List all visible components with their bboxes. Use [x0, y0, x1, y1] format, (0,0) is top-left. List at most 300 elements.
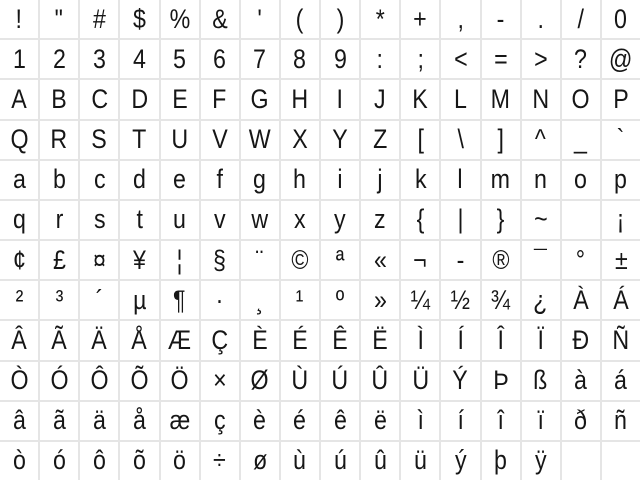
glyph-char: Ñ: [612, 324, 630, 355]
glyph-cell[interactable]: [201, 241, 239, 279]
glyph-char: +: [413, 3, 428, 34]
glyph-cell[interactable]: [40, 121, 78, 159]
glyph-char: k: [414, 164, 427, 195]
glyph-cell[interactable]: [120, 402, 158, 440]
glyph-cell[interactable]: [522, 402, 560, 440]
glyph-cell[interactable]: [602, 0, 640, 38]
glyph-char: r: [55, 204, 64, 235]
glyph-cell[interactable]: [522, 80, 560, 118]
glyph-char: n: [534, 164, 548, 195]
glyph-cell[interactable]: [482, 321, 520, 359]
glyph-cell[interactable]: [201, 281, 239, 319]
glyph-cell[interactable]: [562, 321, 600, 359]
glyph-char: ý: [454, 445, 467, 476]
glyph-cell[interactable]: [401, 402, 439, 440]
glyph-cell[interactable]: [441, 362, 479, 400]
glyph-cell[interactable]: [321, 80, 359, 118]
glyph-char: é: [293, 405, 307, 436]
glyph-cell[interactable]: [201, 121, 239, 159]
glyph-cell[interactable]: [120, 121, 158, 159]
glyph-cell[interactable]: [120, 161, 158, 199]
glyph-cell[interactable]: [361, 402, 399, 440]
glyph-cell[interactable]: [321, 161, 359, 199]
glyph-cell[interactable]: [562, 362, 600, 400]
glyph-char: ø: [252, 445, 267, 476]
glyph-char: ×: [212, 365, 227, 396]
glyph-cell[interactable]: [441, 161, 479, 199]
glyph-cell[interactable]: [241, 201, 279, 239]
glyph-char: I: [336, 83, 344, 114]
glyph-char: K: [412, 83, 429, 114]
glyph-char: ±: [614, 244, 628, 275]
glyph-char: d: [132, 164, 146, 195]
glyph-cell[interactable]: [281, 402, 319, 440]
glyph-char: Ð: [572, 324, 590, 355]
glyph-char: ~: [533, 204, 548, 235]
glyph-char: [: [417, 124, 424, 155]
glyph-cell[interactable]: [161, 40, 199, 78]
glyph-char: w: [251, 204, 269, 235]
glyph-cell[interactable]: [482, 161, 520, 199]
glyph-char: b: [52, 164, 66, 195]
glyph-cell[interactable]: [361, 241, 399, 279]
glyph-char: ¶: [173, 284, 186, 315]
glyph-cell[interactable]: [0, 321, 38, 359]
glyph-cell[interactable]: [161, 0, 199, 38]
glyph-cell[interactable]: [401, 201, 439, 239]
glyph-cell[interactable]: [602, 241, 640, 279]
glyph-cell[interactable]: [281, 362, 319, 400]
glyph-cell[interactable]: [120, 0, 158, 38]
glyph-char: Ä: [91, 324, 108, 355]
glyph-cell[interactable]: [401, 362, 439, 400]
glyph-cell[interactable]: [120, 80, 158, 118]
glyph-cell[interactable]: [0, 40, 38, 78]
glyph-char: v: [213, 204, 226, 235]
glyph-cell[interactable]: [241, 281, 279, 319]
glyph-cell[interactable]: [161, 161, 199, 199]
glyph-char: Ù: [291, 365, 309, 396]
glyph-cell[interactable]: [120, 442, 158, 480]
glyph-cell[interactable]: [40, 321, 78, 359]
glyph-cell[interactable]: [441, 321, 479, 359]
glyph-cell[interactable]: [361, 442, 399, 480]
glyph-cell[interactable]: [401, 0, 439, 38]
glyph-cell[interactable]: [120, 241, 158, 279]
glyph-cell[interactable]: [161, 201, 199, 239]
glyph-cell[interactable]: [201, 321, 239, 359]
glyph-cell[interactable]: [441, 402, 479, 440]
glyph-cell[interactable]: [602, 80, 640, 118]
glyph-char: ö: [173, 445, 187, 476]
glyph-cell[interactable]: [401, 121, 439, 159]
glyph-char: ê: [333, 405, 347, 436]
glyph-char: ª: [335, 244, 345, 275]
glyph-cell[interactable]: [482, 201, 520, 239]
glyph-cell[interactable]: [281, 201, 319, 239]
glyph-cell[interactable]: [120, 321, 158, 359]
glyph-cell[interactable]: [0, 442, 38, 480]
glyph-cell[interactable]: [441, 40, 479, 78]
glyph-cell[interactable]: [321, 0, 359, 38]
glyph-cell[interactable]: [401, 241, 439, 279]
glyph-cell[interactable]: [522, 241, 560, 279]
glyph-cell[interactable]: [40, 0, 78, 38]
glyph-cell[interactable]: [321, 362, 359, 400]
glyph-cell[interactable]: [522, 161, 560, 199]
glyph-cell[interactable]: [482, 402, 520, 440]
glyph-char: ,: [457, 3, 464, 34]
glyph-char: ¿: [533, 284, 548, 315]
glyph-cell[interactable]: [120, 362, 158, 400]
glyph-char: ï: [537, 405, 544, 436]
glyph-cell[interactable]: [602, 121, 640, 159]
glyph-cell[interactable]: [522, 121, 560, 159]
glyph-cell[interactable]: [0, 362, 38, 400]
glyph-cell[interactable]: [40, 80, 78, 118]
glyph-cell[interactable]: [80, 201, 118, 239]
glyph-cell[interactable]: [201, 161, 239, 199]
glyph-char: 2: [52, 43, 66, 74]
glyph-char: y: [334, 204, 346, 235]
glyph-cell[interactable]: [522, 0, 560, 38]
glyph-cell[interactable]: [161, 321, 199, 359]
glyph-cell[interactable]: [361, 362, 399, 400]
glyph-cell[interactable]: [281, 40, 319, 78]
glyph-cell[interactable]: [562, 80, 600, 118]
glyph-char: V: [211, 124, 228, 155]
glyph-char: ù: [293, 445, 307, 476]
glyph-cell[interactable]: [80, 241, 118, 279]
glyph-char: ò: [12, 445, 26, 476]
glyph-cell[interactable]: [401, 80, 439, 118]
glyph-char: *: [375, 3, 385, 34]
glyph-cell[interactable]: [562, 0, 600, 38]
glyph-cell[interactable]: [40, 201, 78, 239]
glyph-cell[interactable]: [441, 281, 479, 319]
glyph-char: î: [497, 405, 504, 436]
glyph-cell[interactable]: [482, 281, 520, 319]
glyph-cell[interactable]: [602, 201, 640, 239]
glyph-cell[interactable]: [401, 321, 439, 359]
glyph-char: P: [613, 83, 629, 114]
glyph-cell[interactable]: [321, 281, 359, 319]
glyph-cell[interactable]: [321, 201, 359, 239]
glyph-cell[interactable]: [361, 281, 399, 319]
glyph-char: a: [12, 164, 26, 195]
glyph-char: «: [373, 244, 387, 275]
glyph-cell[interactable]: [522, 442, 560, 480]
glyph-cell[interactable]: [241, 0, 279, 38]
glyph-cell[interactable]: [321, 241, 359, 279]
glyph-cell[interactable]: [361, 0, 399, 38]
glyph-cell[interactable]: [241, 442, 279, 480]
glyph-cell[interactable]: [602, 161, 640, 199]
glyph-char: Ô: [90, 365, 109, 396]
glyph-cell[interactable]: [281, 281, 319, 319]
glyph-char: Ú: [331, 365, 349, 396]
glyph-cell[interactable]: [80, 161, 118, 199]
glyph-cell[interactable]: [321, 321, 359, 359]
glyph-char: ô: [92, 445, 106, 476]
glyph-char: Ï: [537, 324, 544, 355]
glyph-cell[interactable]: [602, 321, 640, 359]
glyph-cell[interactable]: [441, 0, 479, 38]
glyph-cell[interactable]: [80, 281, 118, 319]
glyph-cell[interactable]: [161, 241, 199, 279]
glyph-cell[interactable]: [281, 121, 319, 159]
glyph-char: ^: [535, 124, 547, 155]
glyph-cell[interactable]: [161, 362, 199, 400]
glyph-char: è: [253, 405, 267, 436]
glyph-cell[interactable]: [562, 121, 600, 159]
glyph-cell[interactable]: [401, 281, 439, 319]
glyph-char: £: [52, 244, 66, 275]
glyph-cell[interactable]: [120, 201, 158, 239]
glyph-char: §: [213, 244, 227, 275]
empty-cell[interactable]: [562, 201, 600, 239]
glyph-cell[interactable]: [441, 121, 479, 159]
glyph-char: ·: [215, 284, 224, 315]
glyph-cell[interactable]: [0, 201, 38, 239]
glyph-char: M: [490, 83, 511, 114]
glyph-char: Q: [10, 124, 29, 155]
glyph-char: ð: [574, 405, 588, 436]
glyph-cell[interactable]: [281, 0, 319, 38]
glyph-char: ë: [373, 405, 387, 436]
glyph-char: Í: [457, 324, 464, 355]
glyph-cell[interactable]: [241, 40, 279, 78]
glyph-char: ÿ: [534, 445, 547, 476]
glyph-cell[interactable]: [241, 80, 279, 118]
glyph-char: f: [216, 164, 223, 195]
glyph-cell[interactable]: [522, 40, 560, 78]
glyph-cell[interactable]: [0, 121, 38, 159]
glyph-cell[interactable]: [161, 402, 199, 440]
glyph-cell[interactable]: [0, 281, 38, 319]
glyph-cell[interactable]: [562, 161, 600, 199]
glyph-char: >: [533, 43, 548, 74]
glyph-cell[interactable]: [201, 402, 239, 440]
glyph-cell[interactable]: [482, 40, 520, 78]
glyph-cell[interactable]: [80, 80, 118, 118]
glyph-char: Ã: [51, 324, 67, 355]
glyph-char: ¾: [490, 284, 511, 315]
glyph-char: É: [292, 324, 308, 355]
glyph-cell[interactable]: [40, 281, 78, 319]
glyph-cell[interactable]: [80, 442, 118, 480]
glyph-char: %: [169, 3, 190, 34]
glyph-char: t: [136, 204, 143, 235]
glyph-cell[interactable]: [401, 40, 439, 78]
glyph-cell[interactable]: [361, 80, 399, 118]
glyph-char: ñ: [614, 405, 628, 436]
glyph-char: Ý: [452, 365, 469, 396]
glyph-char: 4: [132, 43, 146, 74]
glyph-cell[interactable]: [161, 442, 199, 480]
glyph-char: _: [574, 124, 588, 155]
glyph-cell[interactable]: [522, 201, 560, 239]
glyph-cell[interactable]: [482, 442, 520, 480]
glyph-char: (: [296, 3, 304, 34]
glyph-cell[interactable]: [361, 161, 399, 199]
glyph-cell[interactable]: [562, 402, 600, 440]
glyph-cell[interactable]: [241, 321, 279, 359]
glyph-cell[interactable]: [0, 402, 38, 440]
glyph-cell[interactable]: [40, 241, 78, 279]
glyph-cell[interactable]: [482, 80, 520, 118]
glyph-cell[interactable]: [80, 0, 118, 38]
glyph-cell[interactable]: [562, 40, 600, 78]
glyph-cell[interactable]: [522, 281, 560, 319]
glyph-char: N: [532, 83, 550, 114]
glyph-cell[interactable]: [241, 402, 279, 440]
glyph-cell[interactable]: [201, 201, 239, 239]
glyph-cell[interactable]: [201, 0, 239, 38]
glyph-cell[interactable]: [522, 362, 560, 400]
glyph-cell[interactable]: [482, 241, 520, 279]
glyph-cell[interactable]: [482, 0, 520, 38]
glyph-char: m: [490, 164, 511, 195]
glyph-cell[interactable]: [281, 321, 319, 359]
glyph-cell[interactable]: [241, 362, 279, 400]
glyph-char: ¯: [534, 244, 548, 275]
glyph-char: ¨: [255, 244, 264, 275]
glyph-cell[interactable]: [441, 241, 479, 279]
glyph-cell[interactable]: [441, 442, 479, 480]
glyph-char: z: [374, 204, 386, 235]
glyph-cell[interactable]: [0, 80, 38, 118]
glyph-cell[interactable]: [441, 201, 479, 239]
glyph-char: g: [253, 164, 267, 195]
glyph-cell[interactable]: [40, 362, 78, 400]
glyph-char: ó: [52, 445, 66, 476]
glyph-char: Ø: [250, 365, 269, 396]
glyph-cell[interactable]: [40, 40, 78, 78]
glyph-cell[interactable]: [562, 241, 600, 279]
glyph-cell[interactable]: [161, 121, 199, 159]
glyph-cell[interactable]: [201, 362, 239, 400]
glyph-char: È: [252, 324, 268, 355]
glyph-char: j: [377, 164, 383, 195]
glyph-char: ú: [333, 445, 347, 476]
glyph-cell[interactable]: [241, 161, 279, 199]
glyph-char: G: [250, 83, 269, 114]
glyph-cell[interactable]: [522, 321, 560, 359]
glyph-char: `: [617, 124, 625, 155]
glyph-char: o: [574, 164, 588, 195]
glyph-cell[interactable]: [80, 40, 118, 78]
glyph-char: Å: [131, 324, 148, 355]
glyph-char: Y: [332, 124, 348, 155]
glyph-cell[interactable]: [482, 121, 520, 159]
glyph-cell[interactable]: [40, 402, 78, 440]
glyph-cell[interactable]: [562, 281, 600, 319]
glyph-cell[interactable]: [602, 402, 640, 440]
glyph-char: ¢: [12, 244, 26, 275]
glyph-cell[interactable]: [602, 281, 640, 319]
glyph-char: ®: [492, 244, 510, 275]
glyph-char: u: [173, 204, 187, 235]
empty-cell[interactable]: [602, 442, 640, 480]
glyph-char: ?: [574, 43, 588, 74]
glyph-char: Â: [11, 324, 27, 355]
glyph-cell[interactable]: [120, 281, 158, 319]
glyph-cell[interactable]: [80, 362, 118, 400]
glyph-cell[interactable]: [321, 402, 359, 440]
glyph-char: Z: [373, 124, 388, 155]
glyph-cell[interactable]: [321, 40, 359, 78]
glyph-char: 7: [253, 43, 267, 74]
glyph-cell[interactable]: [321, 442, 359, 480]
glyph-cell[interactable]: [201, 40, 239, 78]
glyph-char: õ: [132, 445, 146, 476]
glyph-char: Ë: [372, 324, 388, 355]
empty-cell[interactable]: [562, 442, 600, 480]
glyph-cell[interactable]: [0, 241, 38, 279]
glyph-cell[interactable]: [40, 161, 78, 199]
glyph-cell[interactable]: [80, 402, 118, 440]
glyph-char: ]: [497, 124, 504, 155]
glyph-cell[interactable]: [241, 121, 279, 159]
glyph-cell[interactable]: [321, 121, 359, 159]
glyph-cell[interactable]: [281, 80, 319, 118]
glyph-char: 8: [293, 43, 307, 74]
glyph-cell[interactable]: [201, 80, 239, 118]
glyph-cell[interactable]: [40, 442, 78, 480]
glyph-cell[interactable]: [281, 161, 319, 199]
glyph-cell[interactable]: [161, 80, 199, 118]
glyph-cell[interactable]: [201, 442, 239, 480]
glyph-cell[interactable]: [361, 201, 399, 239]
glyph-char: À: [573, 284, 589, 315]
glyph-char: º: [335, 284, 345, 315]
glyph-char: ü: [413, 445, 427, 476]
glyph-char: ¡: [617, 204, 625, 235]
glyph-char: ÷: [213, 445, 227, 476]
glyph-char: ´: [95, 284, 104, 315]
glyph-cell[interactable]: [361, 40, 399, 78]
glyph-cell[interactable]: [482, 362, 520, 400]
glyph-cell[interactable]: [120, 40, 158, 78]
glyph-char: Ó: [50, 365, 69, 396]
glyph-char: i: [337, 164, 343, 195]
glyph-cell[interactable]: [281, 442, 319, 480]
glyph-char: í: [457, 405, 464, 436]
glyph-cell[interactable]: [441, 80, 479, 118]
glyph-char: Õ: [130, 365, 149, 396]
glyph-char: Ò: [10, 365, 29, 396]
glyph-cell[interactable]: [0, 161, 38, 199]
glyph-cell[interactable]: [281, 241, 319, 279]
glyph-cell[interactable]: [361, 321, 399, 359]
glyph-cell[interactable]: [80, 121, 118, 159]
glyph-cell[interactable]: [602, 40, 640, 78]
glyph-cell[interactable]: [241, 241, 279, 279]
glyph-cell[interactable]: [161, 281, 199, 319]
glyph-char: ½: [450, 284, 471, 315]
glyph-char: B: [51, 83, 67, 114]
glyph-cell[interactable]: [401, 161, 439, 199]
glyph-cell[interactable]: [602, 362, 640, 400]
glyph-char: ¹: [296, 284, 304, 315]
glyph-cell[interactable]: [401, 442, 439, 480]
glyph-cell[interactable]: [80, 321, 118, 359]
glyph-char: O: [571, 83, 590, 114]
glyph-cell[interactable]: [361, 121, 399, 159]
glyph-char: X: [292, 124, 308, 155]
glyph-cell[interactable]: [0, 0, 38, 38]
